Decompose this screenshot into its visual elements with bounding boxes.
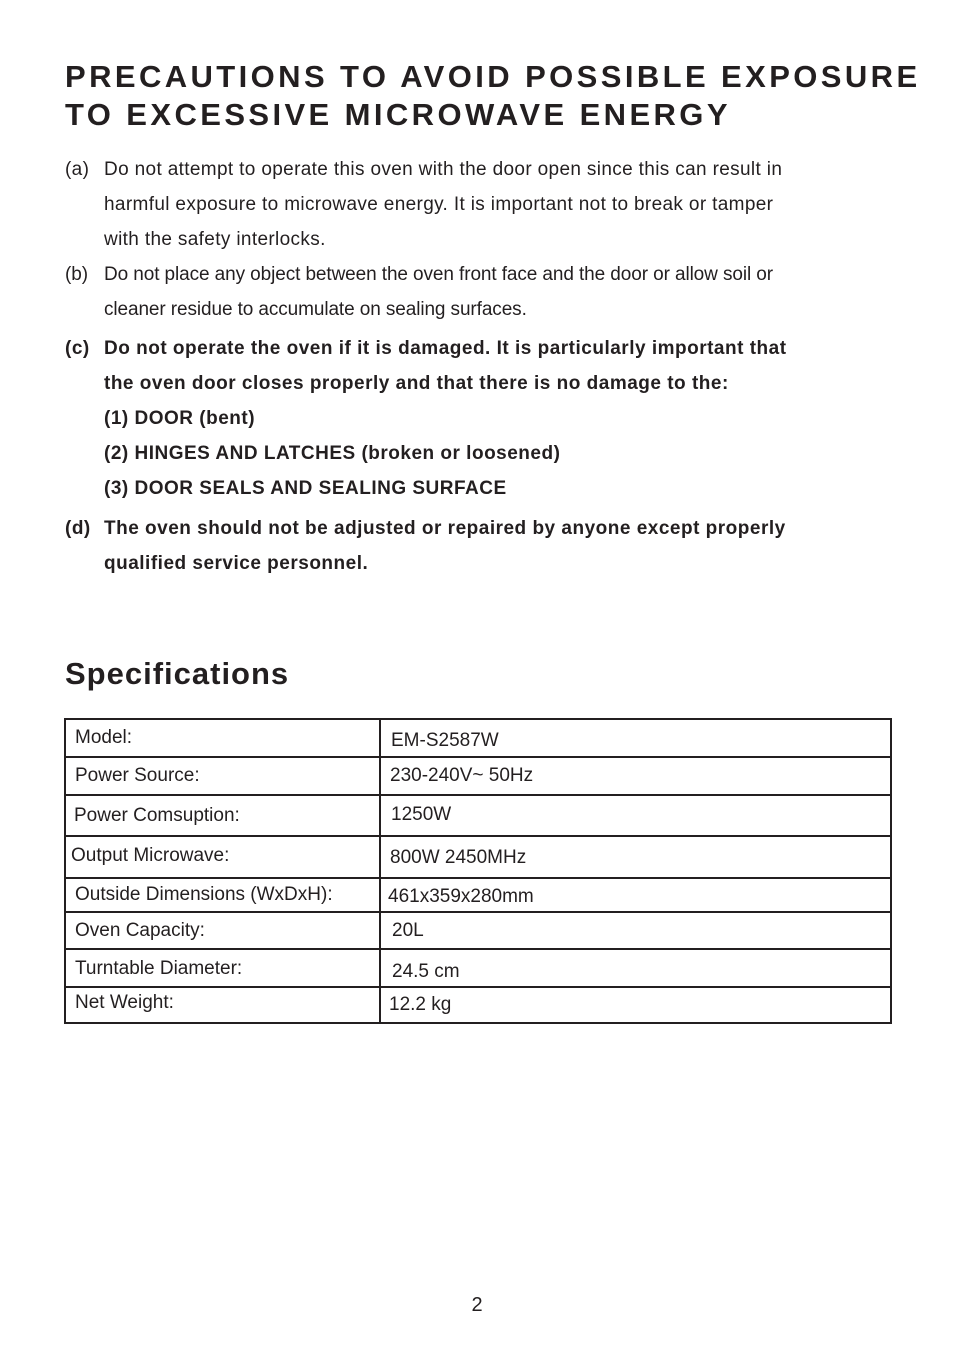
table-row <box>66 879 890 913</box>
table-row <box>66 720 890 758</box>
table-row <box>66 913 890 950</box>
spec-key-cell <box>66 796 381 835</box>
precaution-subitem: (2) HINGES AND LATCHES (broken or loosened) <box>104 443 561 464</box>
spec-key-cell <box>66 720 381 756</box>
spec-value-cell <box>381 796 890 835</box>
spec-key-cell <box>66 988 381 1022</box>
spec-value: 12.2 kg <box>389 994 452 1015</box>
precaution-label: (c) <box>65 338 90 359</box>
precaution-line: (d) The oven should not be adjusted or repaired by anyone except properly <box>65 511 786 546</box>
table-row <box>66 796 890 837</box>
spec-key: Turntable Diameter: <box>75 958 243 979</box>
specifications-table <box>64 718 892 1024</box>
precaution-item-a <box>65 152 782 257</box>
precaution-item-c <box>65 331 787 506</box>
precaution-line: harmful exposure to microwave energy. It is important not to break or tamper <box>104 194 774 215</box>
spec-value-cell <box>381 720 890 756</box>
spec-value-cell <box>381 879 890 911</box>
section-title <box>65 58 921 134</box>
table-row <box>66 758 890 796</box>
precaution-subitem: (1) DOOR (bent) <box>104 408 256 429</box>
precaution-subitem: (3) DOOR SEALS AND SEALING SURFACE <box>104 478 507 499</box>
spec-value: 800W 2450MHz <box>390 847 527 868</box>
spec-value-cell <box>381 950 890 986</box>
spec-key: Model: <box>75 727 133 748</box>
section-title-line-2: TO EXCESSIVE MICROWAVE ENERGY <box>65 97 731 132</box>
page-number: 2 <box>471 1294 483 1316</box>
precaution-item-d <box>65 511 786 581</box>
spec-key-cell <box>66 837 381 877</box>
spec-value: 230-240V~ 50Hz <box>390 765 534 786</box>
table-row <box>66 988 890 1022</box>
precaution-line: with the safety interlocks. <box>104 229 326 250</box>
spec-key-cell <box>66 913 381 948</box>
spec-value: 24.5 cm <box>392 961 460 982</box>
spec-key: Power Source: <box>75 765 200 786</box>
spec-value: 1250W <box>391 804 452 825</box>
spec-key: Net Weight: <box>75 992 174 1013</box>
spec-key: Power Comsuption: <box>74 805 240 826</box>
precaution-line: (a) Do not attempt to operate this oven with the door open since this can result in <box>65 152 782 187</box>
precaution-line: qualified service personnel. <box>104 553 369 574</box>
precaution-label: (a) <box>65 159 90 180</box>
spec-value-cell <box>381 913 890 948</box>
precaution-label: (b) <box>65 264 88 285</box>
spec-key-cell <box>66 879 381 911</box>
spec-value-cell <box>381 837 890 877</box>
precaution-label: (d) <box>65 518 91 539</box>
spec-value: EM-S2587W <box>391 730 499 751</box>
section-title-line-1: PRECAUTIONS TO AVOID POSSIBLE EXPOSURE <box>65 59 921 94</box>
spec-value-cell <box>381 988 890 1022</box>
spec-value: 461x359x280mm <box>388 886 534 907</box>
table-row <box>66 950 890 988</box>
precaution-line: cleaner residue to accumulate on sealing surfaces. <box>104 299 527 320</box>
precaution-line: (c) Do not operate the oven if it is damaged. It is particularly important that <box>65 331 787 366</box>
spec-key: Output Microwave: <box>71 845 230 866</box>
spec-key: Oven Capacity: <box>75 920 205 941</box>
spec-key-cell <box>66 758 381 794</box>
specifications-heading: Specifications <box>65 656 290 691</box>
precaution-line: (b) Do not place any object between the oven front face and the door or allow soil or <box>65 257 773 292</box>
spec-key: Outside Dimensions (WxDxH): <box>75 884 333 905</box>
precaution-line: the oven door closes properly and that there is no damage to the: <box>104 373 729 394</box>
table-row <box>66 837 890 879</box>
spec-value-cell <box>381 758 890 794</box>
spec-value: 20L <box>392 920 424 941</box>
precaution-item-b <box>65 257 773 327</box>
spec-key-cell <box>66 950 381 986</box>
